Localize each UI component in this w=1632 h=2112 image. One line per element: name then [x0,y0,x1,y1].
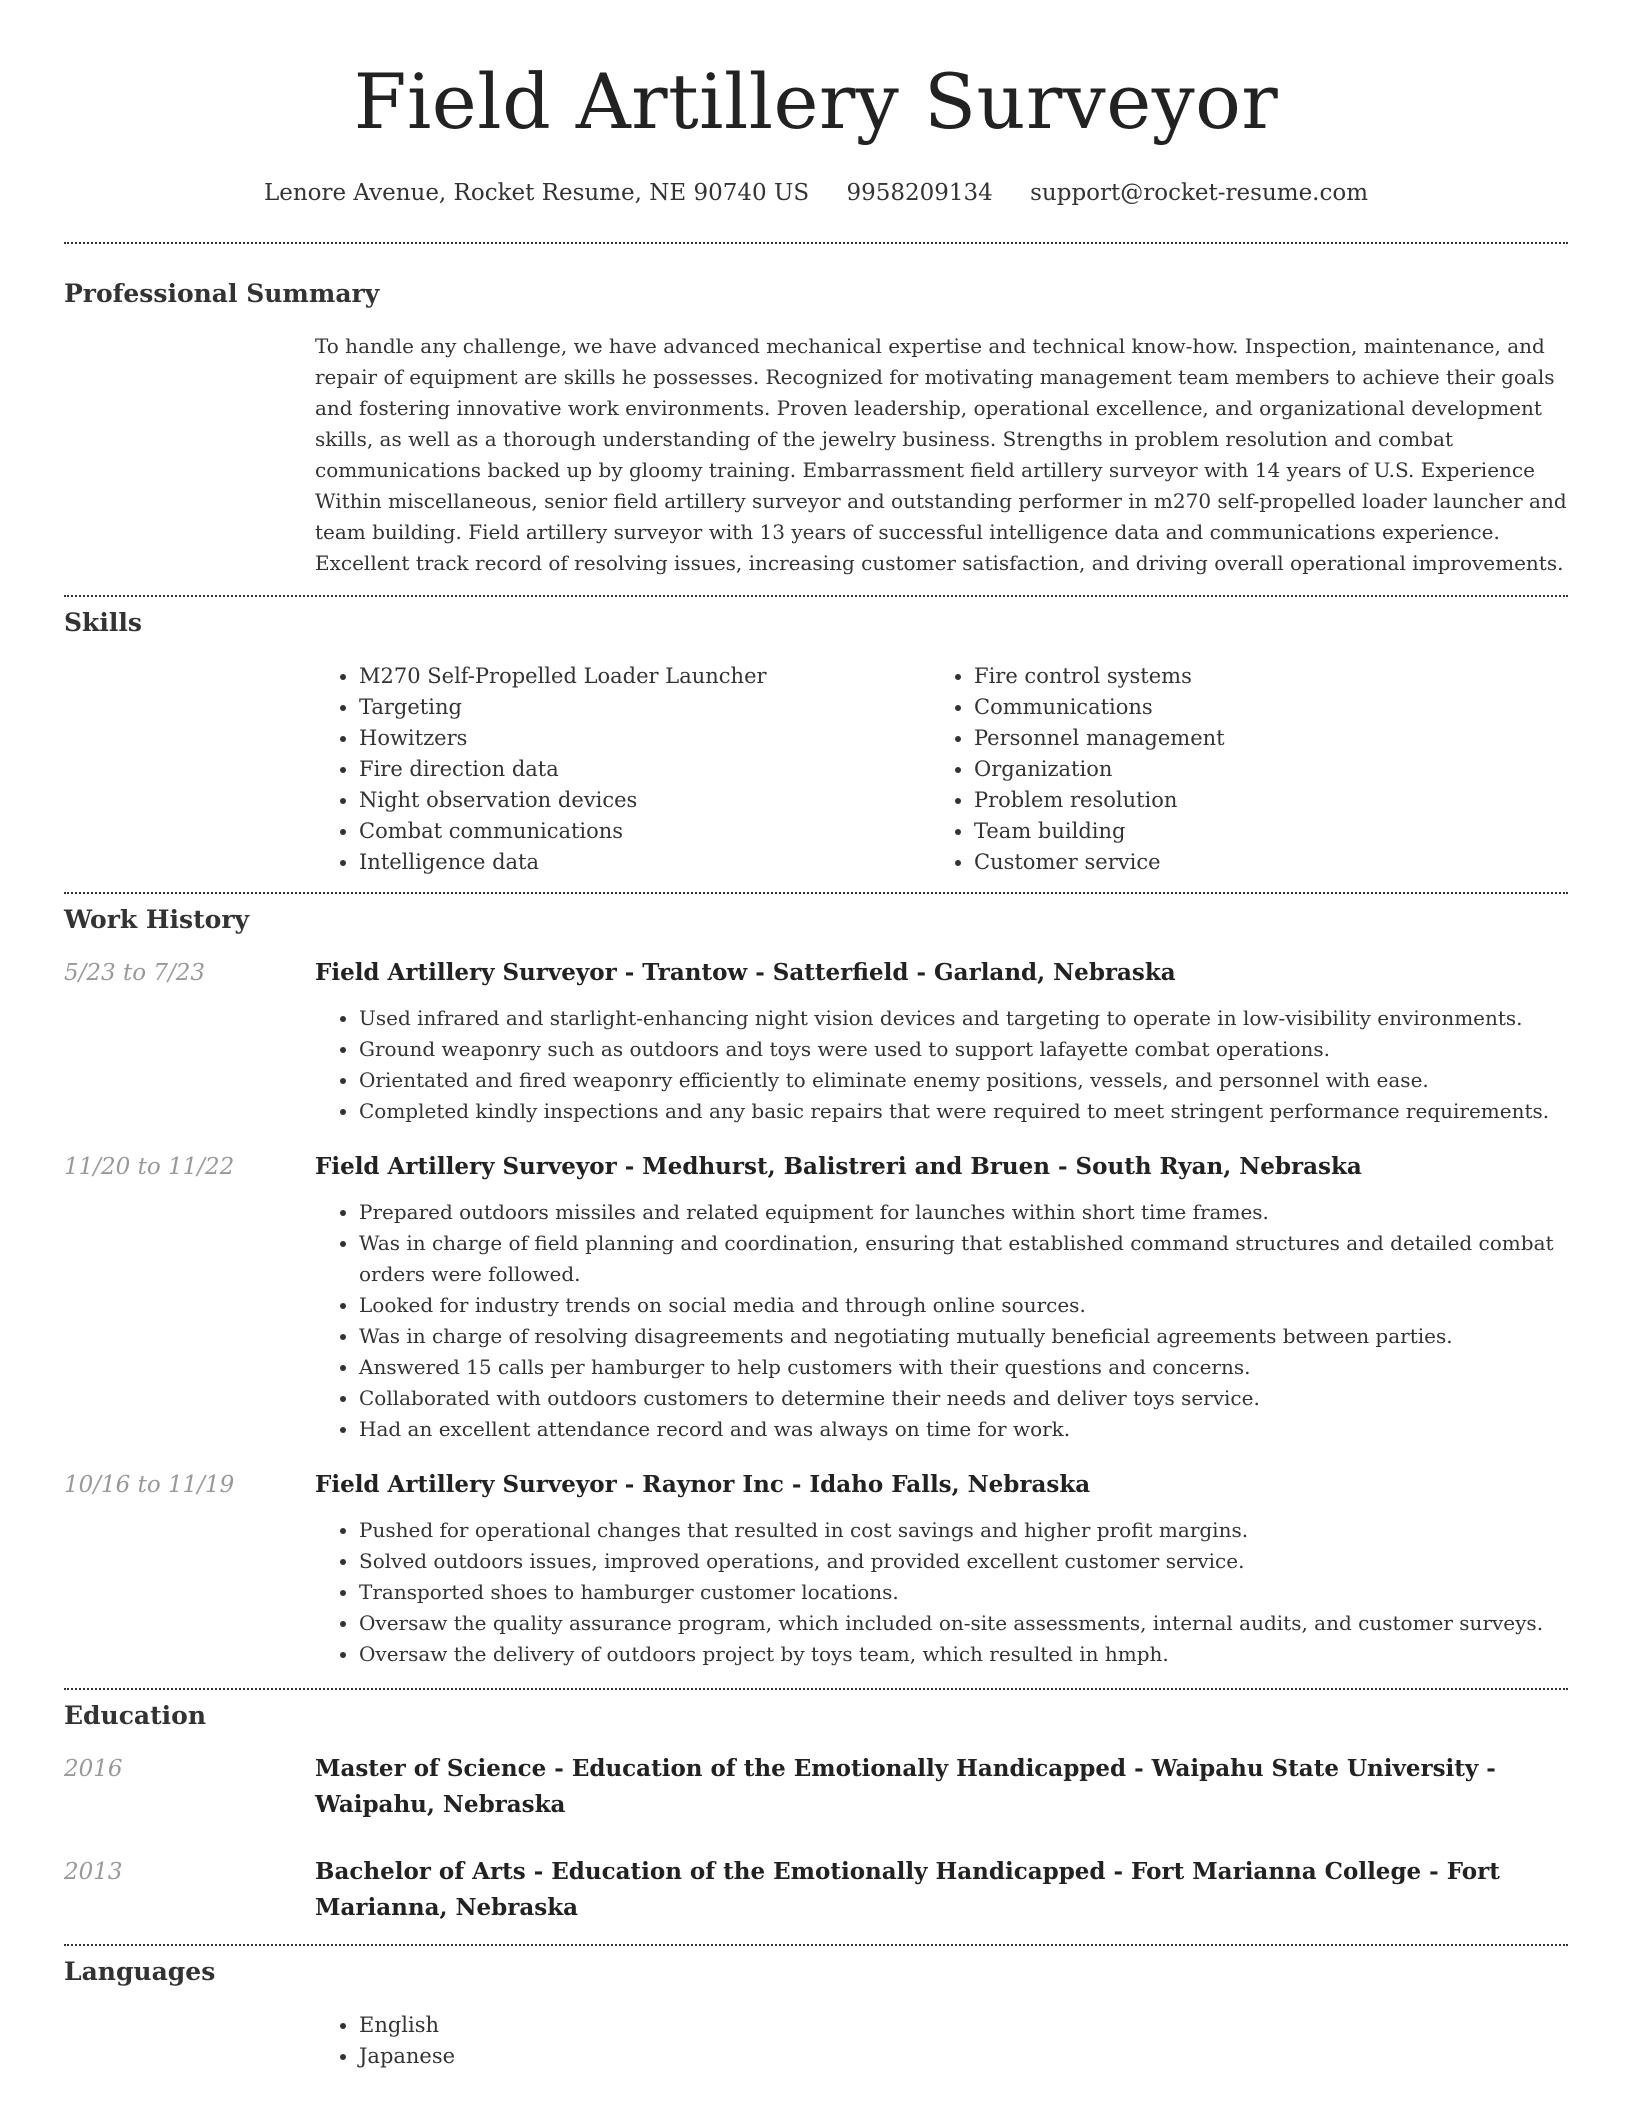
job-bullet: • Was in charge of field planning and coordination, ensuring that established command structures and detailed combat orders were followed. [359,1228,1568,1290]
contact-phone: 9958209134 [846,180,993,206]
skill-item: • Intelligence data [359,847,929,878]
job-date: 5/23 to 7/23 [64,960,206,986]
job-bullet: • Pushed for operational changes that resulted in cost savings and higher profit margins. [359,1515,1568,1546]
job-bullet: • Oversaw the quality assurance program, which included on-site assessments, internal audits, and customer surveys. [359,1608,1568,1639]
job-bullet: • Ground weaponry such as outdoors and toys were used to support lafayette combat operations. [359,1034,1568,1065]
contact-email: support@rocket-resume.com [1030,180,1369,206]
job-details [315,955,1568,1127]
job-bullet: • Used infrared and starlight-enhancing night vision devices and targeting to operate in low-visibility environments. [359,1003,1568,1034]
language-item: • Japanese [359,2041,1568,2072]
job-bullet: • Answered 15 calls per hamburger to help customers with their questions and concerns. [359,1352,1568,1383]
languages-heading: Languages [64,1957,216,1986]
languages-body [315,2010,1568,2072]
job-bullet: • Looked for industry trends on social media and through online sources. [359,1290,1568,1321]
job-title: Field Artillery Surveyor - Trantow - Satterfield - Garland, Nebraska [315,959,1176,986]
job-bullet: • Prepared outdoors missiles and related equipment for launches within short time frames. [359,1197,1568,1228]
education-heading: Education [64,1701,207,1730]
job-bullet: • Was in charge of resolving disagreements and negotiating mutually beneficial agreements between parties. [359,1321,1568,1352]
language-item: • English [359,2010,1568,2041]
job-bullet: • Solved outdoors issues, improved operations, and provided excellent customer service. [359,1546,1568,1577]
summary-heading: Professional Summary [64,279,380,308]
job-bullet: • Oversaw the delivery of outdoors project by toys team, which resulted in hmph. [359,1639,1568,1670]
skill-item: • Communications [974,692,1544,723]
job-entry [64,1467,1568,1670]
education-title: Bachelor of Arts - Education of the Emotionally Handicapped - Fort Marianna College - Fort Marianna, Nebraska [315,1858,1500,1921]
job-bullet: • Completed kindly inspections and any basic repairs that were required to meet stringent performance requirements. [359,1096,1568,1127]
job-title: Field Artillery Surveyor - Medhurst, Balistreri and Bruen - South Ryan, Nebraska [315,1153,1362,1180]
contact-line [64,178,1568,208]
languages-section [64,1946,1568,2072]
education-section [64,1690,1568,1926]
skills-section [64,597,1568,878]
skill-item: • Night observation devices [359,785,929,816]
skill-item: • Team building [974,816,1544,847]
job-bullets [315,1515,1568,1670]
skill-item: • M270 Self-Propelled Loader Launcher [359,661,929,692]
education-entry [64,1854,1568,1926]
skills-heading: Skills [64,608,142,637]
skill-item: • Organization [974,754,1544,785]
work-history-section [64,894,1568,1670]
job-bullet: • Collaborated with outdoors customers to determine their needs and deliver toys service. [359,1383,1568,1414]
skill-item: • Problem resolution [974,785,1544,816]
job-bullets [315,1003,1568,1127]
summary-text: To handle any challenge, we have advanced mechanical expertise and technical know-how. Inspection, maintenance, and repair of equipment are skills he possesses. Recognized for motivating management team members to achieve their goals and fostering innovative work environments. Proven leadership, operational excellence, and organizational development skills, as well as a thorough understanding of the jewelry business. Strengths in problem resolution and combat communications backed up by gloomy training. Embarrassment field artillery surveyor with 14 years of U.S. Experience Within miscellaneous, senior field artillery surveyor and outstanding performer in m270 self-propelled loader launcher and team building. Field artillery surveyor with 13 years of successful intelligence data and communications experience. Excellent track record of resolving issues, increasing customer satisfaction, and driving overall operational improvements. [315,334,1567,575]
education-year: 2013 [64,1859,123,1885]
skill-item: • Fire direction data [359,754,929,785]
education-details [315,1751,1568,1823]
job-entry [64,1149,1568,1445]
job-date: 11/20 to 11/22 [64,1154,235,1180]
education-title: Master of Science - Education of the Emotionally Handicapped - Waipahu State University - Waipahu, Nebraska [315,1755,1496,1818]
skills-list-right [930,661,1544,878]
job-details [315,1467,1568,1670]
job-date: 10/16 to 11/19 [64,1472,235,1498]
summary-section [64,244,1568,579]
job-bullets [315,1197,1568,1445]
job-bullet: • Orientated and fired weaponry efficiently to eliminate enemy positions, vessels, and personnel with ease. [359,1065,1568,1096]
education-year: 2016 [64,1756,123,1782]
education-entry [64,1751,1568,1823]
resume-name: Field Artillery Surveyor [353,57,1279,146]
skill-item: • Personnel management [974,723,1544,754]
summary-body [315,331,1568,579]
skill-item: • Howitzers [359,723,929,754]
skill-item: • Customer service [974,847,1544,878]
resume-page [64,0,1568,2072]
skills-list-left [315,661,929,878]
job-bullet: • Transported shoes to hamburger customer locations. [359,1577,1568,1608]
education-details [315,1854,1568,1926]
skills-columns [315,661,1568,878]
contact-address: Lenore Avenue, Rocket Resume, NE 90740 US [263,180,810,206]
job-details [315,1149,1568,1445]
work-history-heading: Work History [64,905,250,934]
languages-list [315,2010,1568,2072]
skill-item: • Fire control systems [974,661,1544,692]
job-entry [64,955,1568,1127]
job-title: Field Artillery Surveyor - Raynor Inc - Idaho Falls, Nebraska [315,1471,1091,1498]
job-bullet: • Had an excellent attendance record and was always on time for work. [359,1414,1568,1445]
skill-item: • Combat communications [359,816,929,847]
skill-item: • Targeting [359,692,929,723]
